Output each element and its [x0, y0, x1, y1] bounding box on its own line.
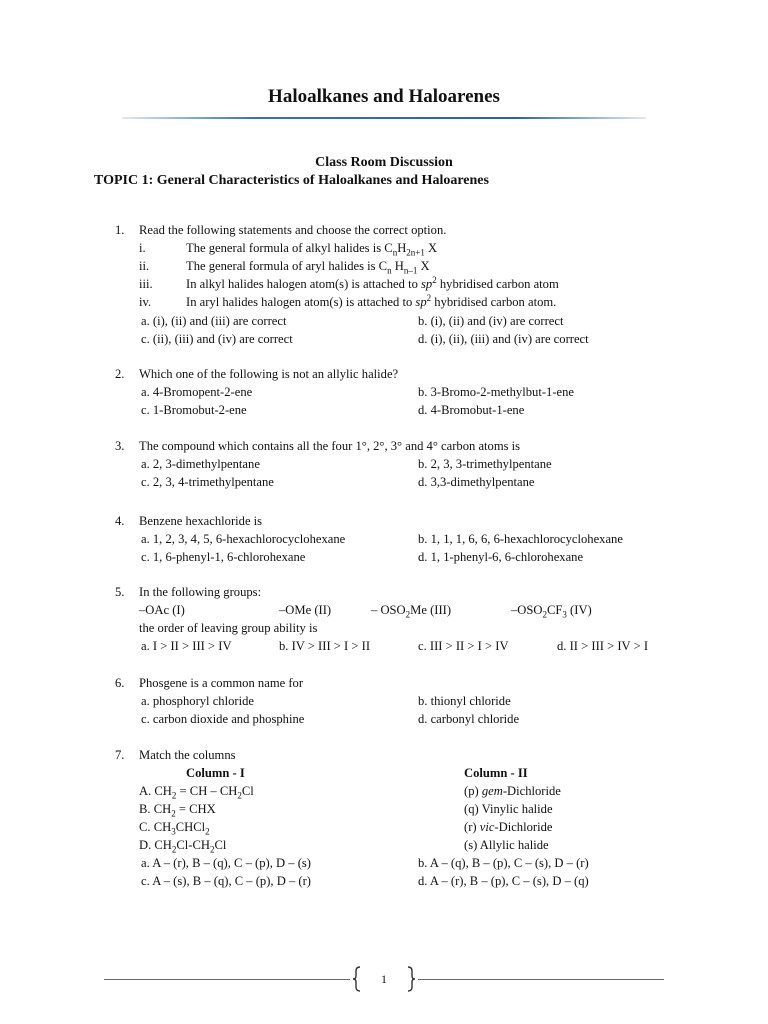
option-d: d. carbonyl chloride: [418, 712, 520, 726]
column-1-item: C. $CH_3CHCl_2$: [139, 820, 210, 837]
option-c: c. A – (s), B – (q), C – (p), D – (r): [141, 874, 311, 888]
footer-rule-left: [104, 979, 350, 980]
left-brace-icon: [352, 966, 362, 992]
question-number: 2.: [115, 367, 125, 381]
option-b: b. 1, 1, 1, 6, 6, 6-hexachlorocyclohexane: [418, 532, 623, 546]
question-text: Which one of the following is not an allylic halide?: [139, 367, 399, 381]
option-d: d. A – (r), B – (p), C – (s), D – (q): [418, 874, 589, 888]
leaving-group-2: –OMe (II): [279, 603, 332, 617]
option-a: a. 4-Bromopent-2-ene: [141, 385, 253, 399]
statement-text: In alkyl halides halogen atom(s) is attached to $sp^2$ hybridised carbon atom: [186, 274, 559, 291]
question-text: Phosgene is a common name for: [139, 676, 304, 690]
option-b: b. 2, 3, 3-trimethylpentane: [418, 457, 552, 471]
column-1-item: D. $CH_2Cl-CH_2Cl$: [139, 838, 227, 855]
option-b: b. A – (q), B – (p), C – (s), D – (r): [418, 856, 589, 870]
column-2-item: (q) Vinylic halide: [464, 802, 553, 816]
question-number: 4.: [115, 514, 125, 528]
option-a: a. phosphoryl chloride: [141, 694, 254, 708]
column-2-item: (r) vic-Dichloride: [464, 820, 553, 834]
option-a: a. (i), (ii) and (iii) are correct: [141, 314, 287, 328]
option-b: b. 3-Bromo-2-methylbut-1-ene: [418, 385, 574, 399]
leaving-group-4: $-OSO_2CF_3$ (IV): [511, 603, 592, 620]
option-d: d. 1, 1-phenyl-6, 6-chlorohexane: [418, 550, 584, 564]
statement-number: iii.: [139, 277, 153, 291]
option-c: c. III > II > I > IV: [418, 639, 509, 653]
option-c: c. 1-Bromobut-2-ene: [141, 403, 247, 417]
option-b: b. (i), (ii) and (iv) are correct: [418, 314, 564, 328]
option-c: c. 2, 3, 4-trimethylpentane: [141, 475, 274, 489]
option-b: b. thionyl chloride: [418, 694, 511, 708]
leaving-group-1: –OAc (I): [139, 603, 185, 617]
title-underline: [122, 117, 646, 119]
topic-heading: TOPIC 1: General Characteristics of Haloalkanes and Haloarenes: [94, 173, 489, 188]
right-brace-icon: [406, 966, 416, 992]
page-number: 1: [381, 972, 387, 986]
column-2-item: (p) gem-Dichloride: [464, 784, 561, 798]
option-d: d. II > III > IV > I: [557, 639, 649, 653]
document-title: Haloalkanes and Haloarenes: [268, 86, 500, 107]
column-2-heading: Column - II: [464, 766, 528, 780]
statement-text: In aryl halides halogen atom(s) is attached to $sp^2$ hybridised carbon atom.: [186, 292, 557, 309]
option-a: a. 1, 2, 3, 4, 5, 6-hexachlorocyclohexane: [141, 532, 346, 546]
question-number: 1.: [115, 223, 125, 237]
option-a: a. A – (r), B – (q), C – (p), D – (s): [141, 856, 311, 870]
column-1-item: B. $CH_2$ = CHX: [139, 802, 216, 819]
option-c: c. carbon dioxide and phosphine: [141, 712, 305, 726]
column-2-item: (s) Allylic halide: [464, 838, 549, 852]
statement-text: The general formula of alkyl halides is $C_nH_{2n+1}$ X: [186, 241, 438, 258]
question-number: 5.: [115, 585, 125, 599]
question-number: 3.: [115, 439, 125, 453]
question-text: Benzene hexachloride is: [139, 514, 263, 528]
option-c: c. 1, 6-phenyl-1, 6-chlorohexane: [141, 550, 306, 564]
question-text: Match the columns: [139, 748, 236, 762]
footer-rule-right: [418, 979, 664, 980]
question-text: The compound which contains all the four 1°, 2°, 3° and 4° carbon atoms is: [139, 439, 521, 453]
option-b: b. IV > III > I > II: [279, 639, 371, 653]
statement-number: iv.: [139, 295, 152, 309]
column-1-item: A. $CH_2$ = CH – $CH_2Cl$: [139, 784, 254, 801]
column-1-heading: Column - I: [186, 766, 245, 780]
statement-number: ii.: [139, 259, 150, 273]
question-text: In the following groups:: [139, 585, 262, 599]
question-number: 6.: [115, 676, 125, 690]
statement-number: i.: [139, 241, 146, 255]
option-a: a. 2, 3-dimethylpentane: [141, 457, 260, 471]
question-text: Read the following statements and choose the correct option.: [139, 223, 447, 237]
question-number: 7.: [115, 748, 125, 762]
option-d: d. 3,3-dimethylpentane: [418, 475, 535, 489]
option-a: a. I > II > III > IV: [141, 639, 232, 653]
section-subtitle: Class Room Discussion: [315, 155, 453, 170]
question-text-continued: the order of leaving group ability is: [139, 621, 318, 635]
statement-text: The general formula of aryl halides is $C_n$ $H_{n-1}$ X: [186, 259, 430, 276]
option-c: c. (ii), (iii) and (iv) are correct: [141, 332, 293, 346]
option-d: d. (i), (ii), (iii) and (iv) are correct: [418, 332, 589, 346]
leaving-group-3: – $OSO_2Me$ (III): [371, 603, 452, 620]
option-d: d. 4-Bromobut-1-ene: [418, 403, 525, 417]
